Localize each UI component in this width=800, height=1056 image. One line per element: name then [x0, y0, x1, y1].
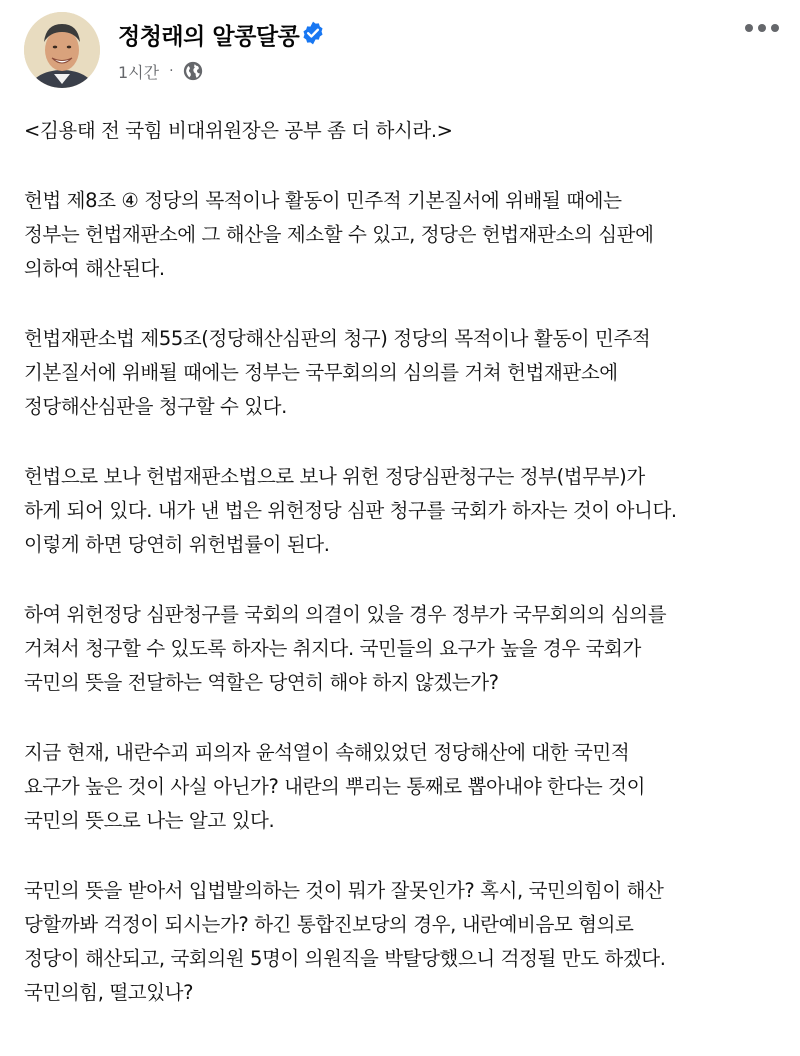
post-line: 헌법재판소법 제55조(정당해산심판의 청구) 정당의 목적이나 활동이 민주적: [24, 327, 651, 350]
post-line: 국민의 뜻을 받아서 입법발의하는 것이 뭐가 잘못인가? 혹시, 국민의힘이 해산: [24, 879, 664, 902]
author-name[interactable]: 정청래의 알콩달콩: [118, 24, 300, 50]
post-line: 지금 현재, 내란수괴 피의자 윤석열이 속해있었던 정당해산에 대한 국민적: [24, 741, 630, 764]
post-body: [24, 114, 784, 1046]
post-line: 기본질서에 위배될 때에는 정부는 국무회의의 심의를 거쳐 헌법재판소에: [24, 361, 618, 384]
post-line: 하여 위헌정당 심판청구를 국회의 의결이 있을 경우 정부가 국무회의의 심의를: [24, 603, 667, 626]
post-header: [0, 0, 800, 100]
globe-icon[interactable]: [182, 60, 204, 82]
post-line: 헌법으로 보나 헌법재판소법으로 보나 위헌 정당심판청구는 정부(법무부)가: [24, 465, 645, 488]
post-line: <김용태 전 국힘 비대위원장은 공부 좀 더 하시라.>: [24, 119, 453, 142]
post-line: 헌법 제8조 ④ 정당의 목적이나 활동이 민주적 기본질서에 위배될 때에는: [24, 189, 622, 212]
more-options-icon: [745, 24, 779, 32]
post-line: 정당해산심판을 청구할 수 있다.: [24, 395, 287, 418]
verified-badge-icon: [300, 20, 326, 46]
more-options-button[interactable]: [740, 10, 784, 46]
post-line: 거쳐서 청구할 수 있도록 하자는 취지다. 국민들의 요구가 높을 경우 국회가: [24, 637, 641, 660]
avatar[interactable]: [24, 12, 100, 88]
post-meta: [118, 58, 204, 84]
post-paragraph: [24, 114, 784, 148]
avatar-portrait-icon: [24, 12, 100, 88]
post-line: 의하여 해산된다.: [24, 257, 165, 280]
post-paragraph: [24, 598, 784, 700]
post-paragraph: [24, 736, 784, 838]
post-timestamp[interactable]: 1시간: [118, 62, 160, 82]
meta-separator: ·: [169, 63, 174, 79]
post-line: 국민의 뜻을 전달하는 역할은 당연히 해야 하지 않겠는가?: [24, 671, 499, 694]
post-line: 정당이 해산되고, 국회의원 5명이 의원직을 박탈당했으니 걱정될 만도 하겠다.: [24, 947, 666, 970]
post-paragraph: [24, 874, 784, 1010]
post-line: 당할까봐 걱정이 되시는가? 하긴 통합진보당의 경우, 내란예비음모 혐의로: [24, 913, 634, 936]
post-line: 정부는 헌법재판소에 그 해산을 제소할 수 있고, 정당은 헌법재판소의 심판에: [24, 223, 654, 246]
post-paragraph: [24, 460, 784, 562]
post-paragraph: [24, 322, 784, 424]
post-line: 요구가 높은 것이 사실 아닌가? 내란의 뿌리는 통째로 뽑아내야 한다는 것이: [24, 775, 646, 798]
post-line: 국민의 뜻으로 나는 알고 있다.: [24, 809, 275, 832]
post-line: 이렇게 하면 당연히 위헌법률이 된다.: [24, 533, 330, 556]
post-line: 국민의힘, 떨고있나?: [24, 981, 194, 1004]
post-line: 하게 되어 있다. 내가 낸 법은 위헌정당 심판 청구를 국회가 하자는 것이 아니다.: [24, 499, 677, 522]
post-paragraph: [24, 184, 784, 286]
